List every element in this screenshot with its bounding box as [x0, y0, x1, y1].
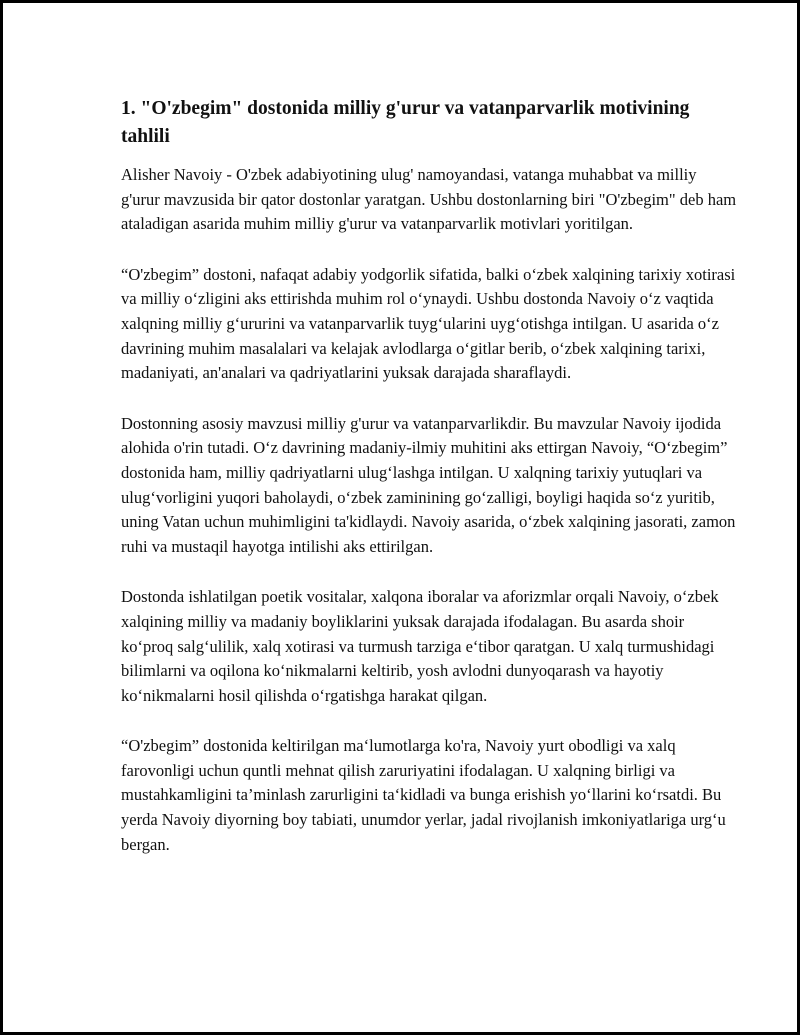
- paragraph-5: “O'zbegim” dostonida keltirilgan ma‘lumotlarga ko'ra, Navoiy yurt obodligi va xalq farovonligi uchun quntli mehnat qilish zaruriyatini ifodalagan. U xalqning birligi va mustahkamligini ta’minlash zarurligini ta‘kidladi va bunga erishish yo‘llarini ko‘rsatdi. Bu yerda Navoiy diyorning boy tabiati, unumdor yerlar, jadal rivojlanish imkoniyatlariga urg‘u bergan.: [121, 736, 726, 854]
- paragraph-2: “O'zbegim” dostoni, nafaqat adabiy yodgorlik sifatida, balki o‘zbek xalqining tarixiy xotirasi va milliy o‘zligini aks ettirishda muhim rol o‘ynaydi. Ushbu dostonda Navoiy o‘z vaqtida xalqning milliy g‘ururini va vatanparvarlik tuyg‘ularini uyg‘otishga intilgan. U asarida o‘z davrining muhim masalalari va kelajak avlodlarga o‘gitlar berib, o‘zbek xalqining tarixi, madaniyati, an'analari va qadriyatlarini yuksak darajada sharaflaydi.: [121, 264, 736, 383]
- paragraph-4: Dostonda ishlatilgan poetik vositalar, xalqona iboralar va aforizmlar orqali Navoiy, o‘zbek xalqining milliy va madaniy boyliklarini yuksak darajada ifodalagan. Bu asarda shoir ko‘proq salg‘ulilik, xalq xotirasi va turmush tarziga e‘tibor qaratgan. U xalq turmushidagi bilimlarni va oqilona ko‘nikmalarni keltirib, yosh avlodni dunyoqarash va hayotiy ko‘nikmalarni hosil qilishda o‘rgatishga harakat qilgan.: [121, 587, 719, 705]
- section-heading: 1. "O'zbegim" dostonida milliy g'urur va vatanparvarlik motivining tahlili: [121, 98, 690, 147]
- paragraph-3: Dostonning asosiy mavzusi milliy g'urur va vatanparvarlikdir. Bu mavzular Navoiy ijodida alohida o'rin tutadi. O‘z davrining madaniy-ilmiy muhitini aks ettirgan Navoiy, “O‘zbegim” dostonida ham, milliy qadriyatlarni ulug‘lashga intilgan. U xalqning tarixiy yutuqlari va ulug‘vorligini yuqori baholaydi, o‘zbek zaminining go‘zalligi, boyligi haqida so‘z yuritib, uning Vatan uchun muhimligini ta'kidlaydi. Navoiy asarida, o‘zbek xalqining jasorati, zamon ruhi va mustaqil hayotga intilishi aks ettirilgan.: [121, 413, 736, 556]
- paragraph-1: Alisher Navoiy - O'zbek adabiyotining ulug' namoyandasi, vatanga muhabbat va milliy g'urur mavzusida bir qator dostonlar yaratgan. Ushbu dostonlarning biri "O'zbegim" deb ham ataladigan asarida muhim milliy g'urur va vatanparvarlik motivlari yoritilgan.: [121, 165, 737, 234]
